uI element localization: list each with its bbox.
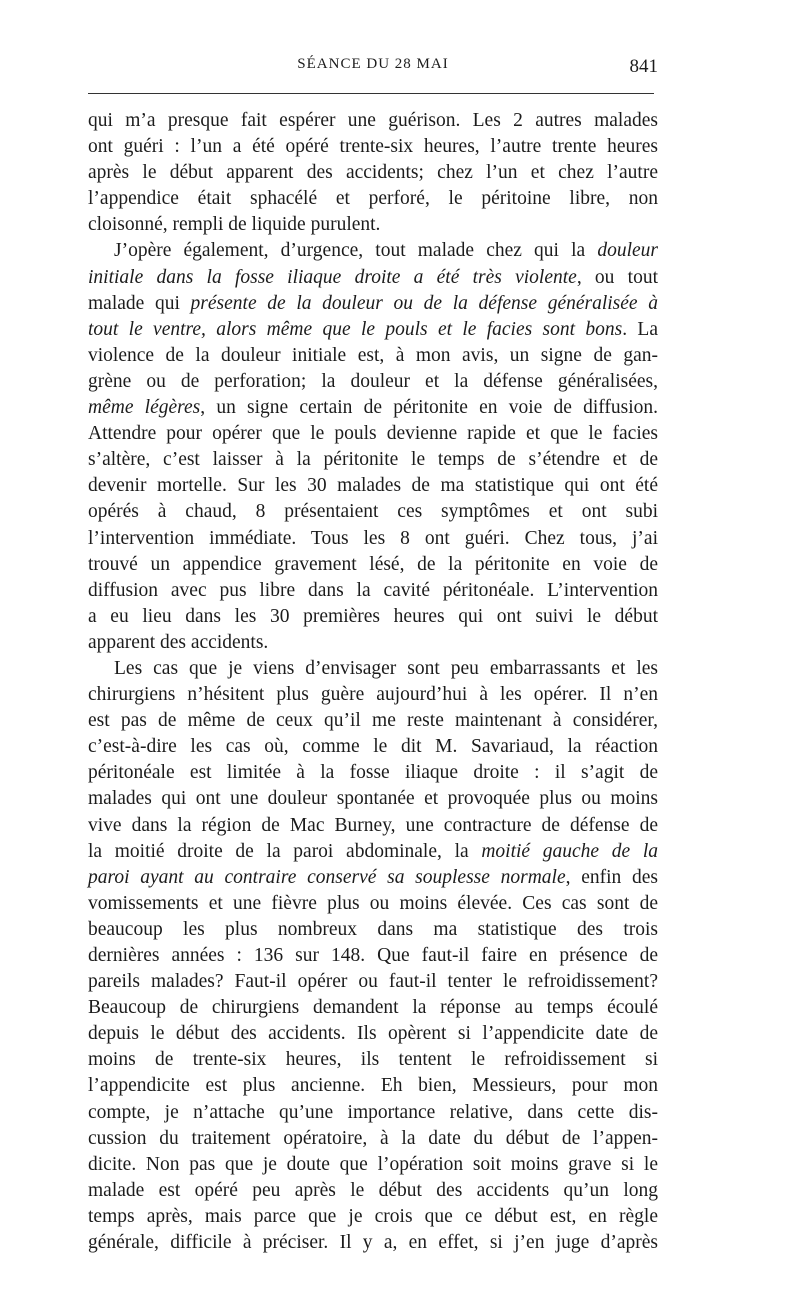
text-line: même légères, un signe certain de péritonite en voie de diffusion. (88, 397, 659, 419)
text-line: malades qui ont une douleur spontanée et provoquée plus ou moins (88, 788, 658, 810)
text-line: beaucoup les plus nombreux dans ma statistique des trois (88, 918, 658, 940)
text-line: générale, difficile à préciser. Il y a, en effet, si j’en juge d’après (88, 1232, 658, 1254)
text-line: tout le ventre, alors même que le pouls et le facies sont bons. La (88, 318, 658, 340)
text-line: après le début apparent des accidents; chez l’un et chez l’autre (88, 162, 658, 184)
text-line: Les cas que je viens d’envisager sont peu embarrassants et les (114, 657, 658, 679)
text-line: moins de trente-six heures, ils tentent le refroidissement si (88, 1049, 658, 1071)
text-line: c’est-à-dire les cas où, comme le dit M. Savariaud, la réaction (88, 736, 658, 758)
text-line: pareils malades? Faut-il opérer ou faut-il tenter le refroidissement? (88, 971, 658, 993)
text-line: est pas de même de ceux qu’il me reste maintenant à considérer, (88, 710, 658, 732)
text-line: chirurgiens n’hésitent plus guère aujourd’hui à les opérer. Il n’en (88, 684, 658, 706)
text-line: malade qui présente de la douleur ou de la défense généralisée à (88, 292, 658, 314)
text-line: a eu lieu dans les 30 premières heures qui ont suivi le début (88, 605, 658, 627)
header-rule (88, 93, 654, 94)
text-line: cloisonné, rempli de liquide purulent. (88, 214, 381, 236)
text-line: s’altère, c’est laisser à la péritonite le temps de s’étendre et de (88, 449, 658, 471)
text-line: la moitié droite de la paroi abdominale, la moitié gauche de la (88, 840, 659, 862)
page-number: 841 (629, 56, 658, 77)
text-line: vive dans la région de Mac Burney, une contracture de défense de (88, 814, 658, 836)
text-line: malade est opéré peu après le début des accidents qu’un long (88, 1179, 658, 1201)
running-head: SÉANCE DU 28 MAI (297, 56, 449, 72)
text-line: depuis le début des accidents. Ils opèrent si l’appendicite date de (88, 1023, 658, 1045)
text-line: diffusion avec pus libre dans la cavité péritonéale. L’intervention (88, 579, 658, 601)
text-line: initiale dans la fosse iliaque droite a été très violente, ou tout (88, 266, 658, 288)
text-line: grène ou de perforation; la douleur et la défense généralisées, (88, 370, 658, 392)
text-line: trouvé un appendice gravement lésé, de la péritonite en voie de (88, 553, 658, 575)
page-header (88, 56, 658, 80)
text-line: l’appendicite est plus ancienne. Eh bien, Messieurs, pour mon (88, 1075, 658, 1097)
text-line: temps après, mais parce que je crois que ce début est, en règle (88, 1205, 658, 1227)
text-line: violence de la douleur initiale est, à mon avis, un signe de gan- (88, 344, 658, 366)
text-line: cussion du traitement opératoire, à la date du début de l’appen- (88, 1127, 658, 1149)
text-line: opérés à chaud, 8 présentaient ces symptômes et ont subi (88, 501, 658, 523)
text-line: paroi ayant au contraire conservé sa souplesse normale, enfin des (88, 866, 659, 888)
text-line: devenir mortelle. Sur les 30 malades de ma statistique qui ont été (88, 475, 658, 497)
text-line: dicite. Non pas que je doute que l’opération soit moins grave si le (88, 1153, 658, 1175)
text-line: Beaucoup de chirurgiens demandent la réponse au temps écoulé (88, 997, 658, 1019)
text-line: vomissements et une fièvre plus ou moins élevée. Ces cas sont de (88, 892, 658, 914)
text-line: l’intervention immédiate. Tous les 8 ont guéri. Chez tous, j’ai (88, 527, 658, 549)
text-line: dernières années : 136 sur 148. Que faut-il faire en présence de (88, 945, 658, 966)
body-text (88, 108, 658, 1256)
text-line: apparent des accidents. (88, 631, 269, 653)
text-line: péritonéale est limitée à la fosse iliaque droite : il s’agit de (88, 762, 658, 784)
text-line: Attendre pour opérer que le pouls devienne rapide et que le facies (88, 423, 658, 445)
text-line: compte, je n’attache qu’une importance relative, dans cette dis- (88, 1101, 658, 1123)
text-line: ont guéri : l’un a été opéré trente-six heures, l’autre trente heures (88, 136, 658, 158)
text-line: qui m’a presque fait espérer une guérison. Les 2 autres malades (88, 110, 658, 131)
text-line: l’appendice était sphacélé et perforé, le péritoine libre, non (88, 188, 658, 210)
text-line: J’opère également, d’urgence, tout malade chez qui la douleur (114, 240, 658, 262)
